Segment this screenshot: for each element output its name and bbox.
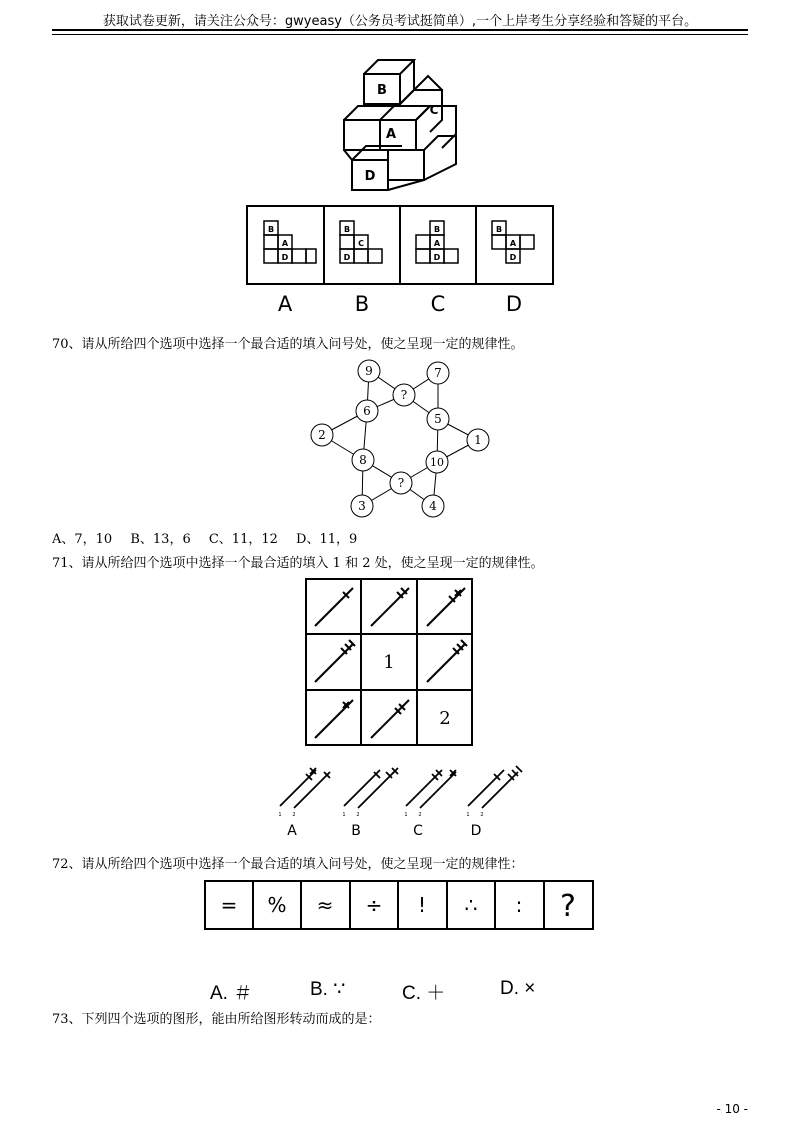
opt-d-label-b: B (495, 225, 503, 234)
opt-a-small-1: 1 (278, 812, 282, 818)
opt-d-small-2: 2 (480, 812, 484, 818)
hatch-grid (305, 578, 473, 746)
opt-d-label-d: D (509, 253, 517, 262)
node-8: 8 (359, 453, 367, 467)
node-unknown-bottom: ? (397, 476, 405, 490)
q72-option-a: A. ＃ (210, 983, 253, 1004)
opt-c-label-b: B (433, 225, 441, 234)
q71-option-a: A (287, 823, 297, 839)
q72-option-d: D. × (500, 978, 536, 999)
q71-text: 71、请从所给四个选项中选择一个最合适的填入 1 和 2 处，使之呈现一定的规律性。 (52, 556, 544, 571)
node-10: 10 (430, 456, 444, 469)
node-1: 1 (474, 433, 482, 447)
cell-2: 2 (439, 708, 451, 729)
node-7: 7 (434, 366, 442, 380)
symbol-divide: ÷ (365, 893, 383, 917)
opt-a-label-b: B (267, 225, 275, 234)
opt-a-small-2: 2 (292, 812, 296, 818)
opt-c-small-2: 2 (418, 812, 422, 818)
q71-option-d: D (470, 823, 482, 839)
node-9: 9 (365, 364, 373, 378)
node-unknown-top: ? (400, 388, 408, 402)
opt-b-label-c: C (358, 239, 364, 248)
symbol-question: ? (560, 889, 576, 924)
opt-b-small-2: 2 (356, 812, 360, 818)
q72-option-c: C. ＋ (402, 983, 446, 1004)
q72-text: 72、请从所给四个选项中选择一个最合适的填入问号处，使之呈现一定的规律性： (52, 857, 524, 872)
symbol-sequence (204, 880, 594, 930)
q69-option-c: C (430, 292, 446, 316)
opt-b-label-d: D (343, 253, 351, 262)
q72-option-b: B. ∵ (310, 979, 346, 1000)
cube-options-panel (246, 205, 554, 315)
node-2: 2 (318, 428, 326, 442)
header-rule-thin (52, 34, 748, 35)
number-graph (300, 355, 500, 520)
symbol-percent: % (267, 893, 287, 917)
q70-option-a: A、7，10 (52, 532, 113, 547)
q69-option-a: A (277, 292, 293, 316)
q71-option-b: B (351, 823, 361, 839)
opt-a-label-d: D (281, 253, 289, 262)
opt-a-label-a: A (281, 239, 289, 248)
cube-label-d: D (364, 169, 376, 184)
node-5: 5 (434, 412, 442, 426)
symbol-colon: : (515, 893, 523, 917)
q73-text: 73、下列四个选项的图形，能由所给图形转动而成的是： (52, 1012, 381, 1027)
opt-c-label-d: D (433, 253, 441, 262)
page-number: - 10 - (716, 1102, 748, 1116)
opt-c-small-1: 1 (404, 812, 408, 818)
q70-options (52, 528, 371, 547)
page-header: 获取试卷更新，请关注公众号：gwyeasy（公务员考试挺简单）,一个上岸考生分享经验和答疑的平台。 (102, 14, 698, 29)
symbol-exclamation: ! (417, 893, 427, 917)
header-rule (52, 29, 748, 31)
symbol-therefore: ∴ (464, 893, 478, 917)
opt-b-small-1: 1 (342, 812, 346, 818)
q70-option-d: D、11，9 (296, 532, 358, 547)
q69-option-b: B (354, 292, 370, 316)
q70-option-b: B、13，6 (130, 532, 191, 547)
q70-option-c: C、11，12 (208, 532, 278, 547)
opt-b-label-b: B (343, 225, 351, 234)
cube-label-c: C (429, 103, 439, 117)
q69-option-d: D (505, 292, 523, 316)
node-4: 4 (429, 499, 437, 513)
node-3: 3 (358, 499, 366, 513)
opt-d-label-a: A (509, 239, 517, 248)
opt-c-label-a: A (433, 239, 441, 248)
cell-1: 1 (383, 652, 395, 673)
symbol-equals: = (220, 893, 238, 917)
q71-options-figure (270, 760, 530, 840)
node-6: 6 (363, 404, 371, 418)
cube-stack-figure (330, 48, 470, 194)
q71-option-c: C (413, 823, 423, 839)
opt-d-small-1: 1 (466, 812, 470, 818)
q70-text: 70、请从所给四个选项中选择一个最合适的填入问号处，使之呈现一定的规律性。 (52, 337, 524, 352)
symbol-approx: ≈ (316, 893, 334, 917)
cube-label-b: B (377, 83, 387, 98)
cube-label-a: A (385, 127, 397, 142)
